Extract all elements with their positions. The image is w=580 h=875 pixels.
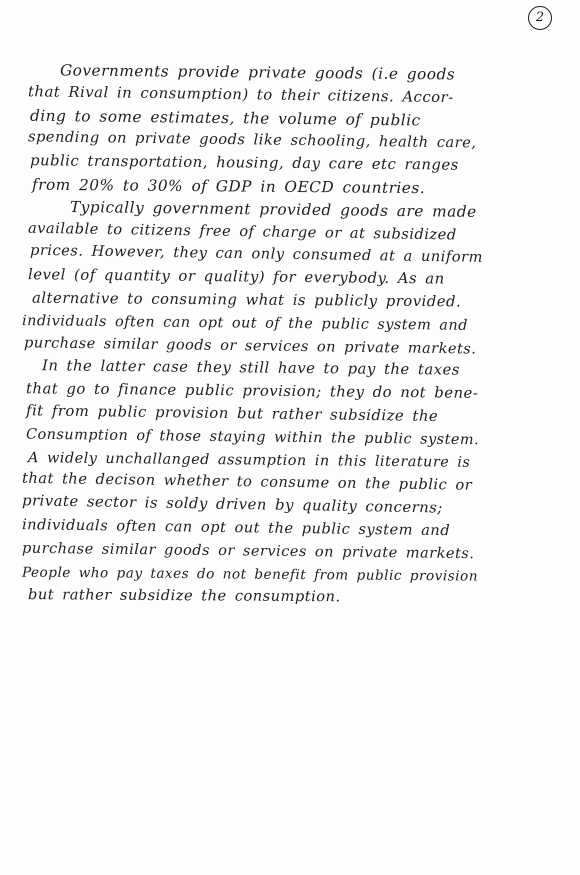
text-line: spending on private goods like schooling, health care, — [27, 128, 477, 152]
text-line: purchase similar goods or services on private markets. — [21, 540, 475, 562]
text-line: Consumption of those staying within the public system. — [25, 426, 480, 448]
text-line: from 20% to 30% of GDP in OECD countries. — [31, 175, 426, 198]
text-line: individuals often can opt out the public system and — [21, 516, 451, 540]
text-line: private sector is soldy driven by quality concerns; — [21, 492, 444, 517]
text-line: level (of quantity or quality) for everybody. As an — [27, 266, 445, 288]
text-line: that the decison whether to consume on the public or — [21, 470, 473, 495]
text-line: that go to finance public provision; they do not bene- — [25, 380, 479, 403]
text-line: Governments provide private goods (i.e goods — [59, 61, 456, 84]
text-line: Typically government provided goods are made — [69, 197, 477, 221]
text-line: A widely unchallanged assumption in this literature is — [27, 449, 471, 471]
text-line: fit from public provision but rather subsidize the — [25, 402, 439, 425]
text-line: prices. However, they can only consumed at a uniform — [29, 242, 484, 267]
text-line: In the latter case they still have to pay the taxes — [41, 357, 460, 379]
text-line: alternative to consuming what is publicly provided. — [31, 289, 462, 311]
page-number-badge: 2 — [528, 6, 552, 30]
text-line: available to citizens free of charge or at subsidized — [27, 219, 457, 244]
text-line: public transportation, housing, day care etc ranges — [29, 152, 459, 174]
text-line: but rather subsidize the consumption. — [27, 586, 341, 606]
text-line: that Rival in consumption) to their citizens. Accor- — [27, 83, 454, 106]
text-line: individuals often can opt out of the public system and — [21, 312, 468, 334]
text-line: People who pay taxes do not benefit from public provision — [21, 564, 479, 585]
text-line: ding to some estimates, the volume of public — [29, 106, 421, 130]
text-line: purchase similar goods or services on private markets. — [23, 334, 477, 358]
handwritten-text-block — [22, 62, 570, 609]
